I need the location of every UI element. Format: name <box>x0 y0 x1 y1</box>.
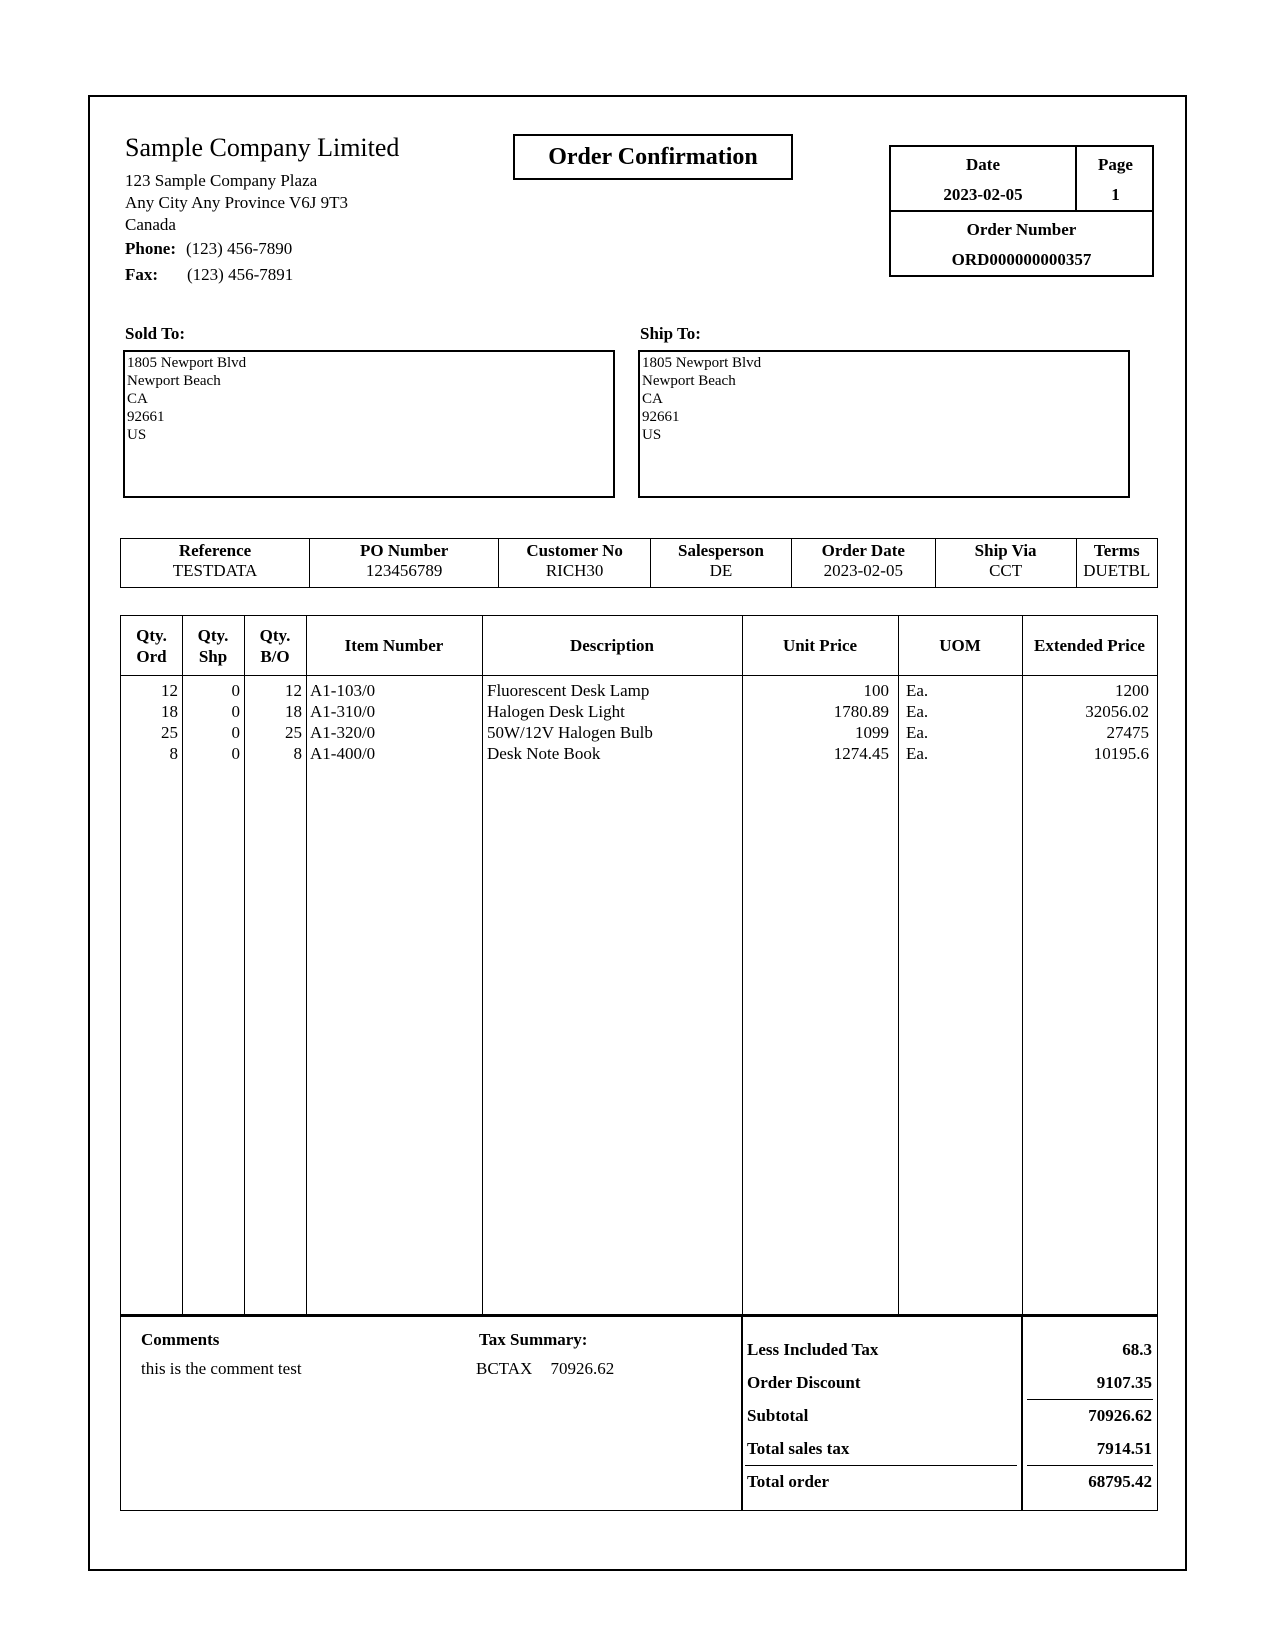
page-label: Page <box>1098 155 1133 174</box>
cell-qty-ord: 8 <box>169 744 178 763</box>
totals-rule <box>1027 1399 1153 1400</box>
ref-header: Reference <box>178 541 252 560</box>
summary-divider <box>741 1317 743 1510</box>
sold-to-line: 92661 <box>127 409 165 425</box>
cell-description: Fluorescent Desk Lamp <box>487 681 650 700</box>
cell-description: Desk Note Book <box>487 744 601 763</box>
reference-table <box>120 538 1158 588</box>
ref-value: DUETBL <box>1083 561 1151 580</box>
ship-to-line: CA <box>642 391 663 407</box>
cell-item-number: A1-400/0 <box>310 744 376 763</box>
phone-label: Phone: <box>125 239 176 258</box>
cell-unit-price: 100 <box>863 681 889 700</box>
order-summary <box>120 1315 1158 1511</box>
ref-cell-salesperson <box>651 539 792 588</box>
ref-header: Terms <box>1093 541 1140 560</box>
totals-value: 70926.62 <box>1088 1406 1152 1425</box>
totals-label: Total order <box>747 1472 830 1491</box>
sold-to-box <box>123 350 615 498</box>
cell-qty-bo: 8 <box>293 744 302 763</box>
header-qty-ord: Qty. Ord <box>136 625 167 666</box>
cell-uom: Ea. <box>906 681 929 700</box>
order-number-label: Order Number <box>966 220 1077 239</box>
ship-to-box <box>638 350 1130 498</box>
totals-rule <box>745 1465 1017 1466</box>
ref-value: RICH30 <box>545 561 604 580</box>
table-row <box>121 743 1157 764</box>
company-name: Sample Company Limited <box>125 133 400 162</box>
fax-value: (123) 456-7891 <box>187 265 294 284</box>
date-label: Date <box>966 155 1000 174</box>
sold-to-line: US <box>127 427 147 443</box>
tax-summary-label: Tax Summary: <box>479 1330 588 1349</box>
tax-amount: 70926.62 <box>550 1359 615 1378</box>
cell-uom: Ea. <box>906 723 929 742</box>
header-qty-shp: Qty. Shp <box>197 625 229 666</box>
cell-uom: Ea. <box>906 702 929 721</box>
summary-divider <box>1021 1317 1023 1510</box>
cell-description: 50W/12V Halogen Bulb <box>487 723 653 742</box>
ship-to-line: US <box>642 427 662 443</box>
cell-qty-shp: 0 <box>231 702 240 721</box>
header-divider <box>121 675 1157 676</box>
ref-value: DE <box>709 561 733 580</box>
ref-header: Salesperson <box>677 541 764 560</box>
totals-label: Order Discount <box>747 1373 861 1392</box>
comments-label: Comments <box>141 1330 220 1349</box>
info-divider-horizontal <box>891 210 1152 212</box>
ship-to-line: 92661 <box>642 409 680 425</box>
sold-to-line: 1805 Newport Blvd <box>127 355 247 371</box>
order-number-value: ORD000000000357 <box>951 250 1092 269</box>
ref-value: TESTDATA <box>172 561 258 580</box>
totals-rule <box>1027 1465 1153 1466</box>
document-title: Order Confirmation <box>513 134 793 180</box>
header-extended-price: Extended Price <box>1034 636 1145 655</box>
cell-item-number: A1-103/0 <box>310 681 376 700</box>
company-phone <box>125 238 292 261</box>
ref-cell-ship-via <box>935 539 1076 588</box>
company-address-line2: Any City Any Province V6J 9T3 <box>125 193 349 212</box>
ship-to-line: 1805 Newport Blvd <box>642 355 762 371</box>
ref-header: Customer No <box>526 541 623 560</box>
cell-qty-shp: 0 <box>231 744 240 763</box>
cell-qty-bo: 18 <box>285 702 302 721</box>
cell-qty-ord: 18 <box>161 702 178 721</box>
table-row <box>121 722 1157 743</box>
ref-cell-customer-no <box>499 539 651 588</box>
ref-cell-terms <box>1076 539 1157 588</box>
fax-label: Fax: <box>125 265 159 284</box>
totals-value: 68.3 <box>1122 1340 1152 1359</box>
ship-to-label: Ship To: <box>640 324 701 343</box>
cell-unit-price: 1274.45 <box>833 744 889 763</box>
comments-text: this is the comment test <box>141 1359 302 1378</box>
cell-qty-shp: 0 <box>231 723 240 742</box>
ref-header: Order Date <box>821 541 905 560</box>
totals-label: Subtotal <box>747 1406 809 1425</box>
header-uom: UOM <box>939 636 981 655</box>
cell-qty-ord: 25 <box>161 723 178 742</box>
table-row <box>121 680 1157 701</box>
cell-extended-price: 27475 <box>1106 723 1149 742</box>
cell-extended-price: 32056.02 <box>1085 702 1149 721</box>
header-qty-bo: Qty. B/O <box>259 625 291 666</box>
sold-to-line: Newport Beach <box>127 373 221 389</box>
ref-value: 123456789 <box>365 561 443 580</box>
totals-value: 7914.51 <box>1096 1439 1152 1458</box>
totals-label: Total sales tax <box>747 1439 850 1458</box>
cell-qty-shp: 0 <box>231 681 240 700</box>
ref-cell-reference <box>121 539 310 588</box>
company-country: Canada <box>125 215 176 234</box>
cell-extended-price: 1200 <box>1115 681 1149 700</box>
sold-to-line: CA <box>127 391 148 407</box>
ref-value: 2023-02-05 <box>823 561 903 580</box>
cell-uom: Ea. <box>906 744 929 763</box>
cell-unit-price: 1780.89 <box>833 702 889 721</box>
company-address-line1: 123 Sample Company Plaza <box>125 171 318 190</box>
header-description: Description <box>569 636 655 655</box>
totals-value: 68795.42 <box>1088 1472 1152 1491</box>
ref-cell-po-number <box>310 539 499 588</box>
cell-unit-price: 1099 <box>855 723 889 742</box>
page-value: 1 <box>1111 185 1120 204</box>
phone-value: (123) 456-7890 <box>186 239 293 258</box>
ref-cell-order-date <box>791 539 935 588</box>
company-fax <box>125 264 293 287</box>
cell-item-number: A1-310/0 <box>310 702 376 721</box>
cell-extended-price: 10195.6 <box>1093 744 1149 763</box>
items-table <box>120 615 1158 1315</box>
header-item-number: Item Number <box>344 636 444 655</box>
table-row <box>121 701 1157 722</box>
tax-summary-line <box>476 1359 614 1379</box>
cell-qty-ord: 12 <box>161 681 178 700</box>
header-unit-price: Unit Price <box>782 636 858 655</box>
cell-qty-bo: 12 <box>285 681 302 700</box>
cell-item-number: A1-320/0 <box>310 723 376 742</box>
date-value: 2023-02-05 <box>943 185 1023 204</box>
sold-to-label: Sold To: <box>125 324 186 343</box>
ship-to-line: Newport Beach <box>642 373 736 389</box>
ref-header: Ship Via <box>974 541 1037 560</box>
tax-code: BCTAX <box>476 1359 533 1378</box>
ref-header: PO Number <box>359 541 449 560</box>
totals-label: Less Included Tax <box>747 1340 879 1359</box>
order-info-box <box>889 145 1154 277</box>
totals-value: 9107.35 <box>1096 1373 1152 1392</box>
ref-value: CCT <box>989 561 1023 580</box>
cell-qty-bo: 25 <box>285 723 302 742</box>
cell-description: Halogen Desk Light <box>487 702 625 721</box>
